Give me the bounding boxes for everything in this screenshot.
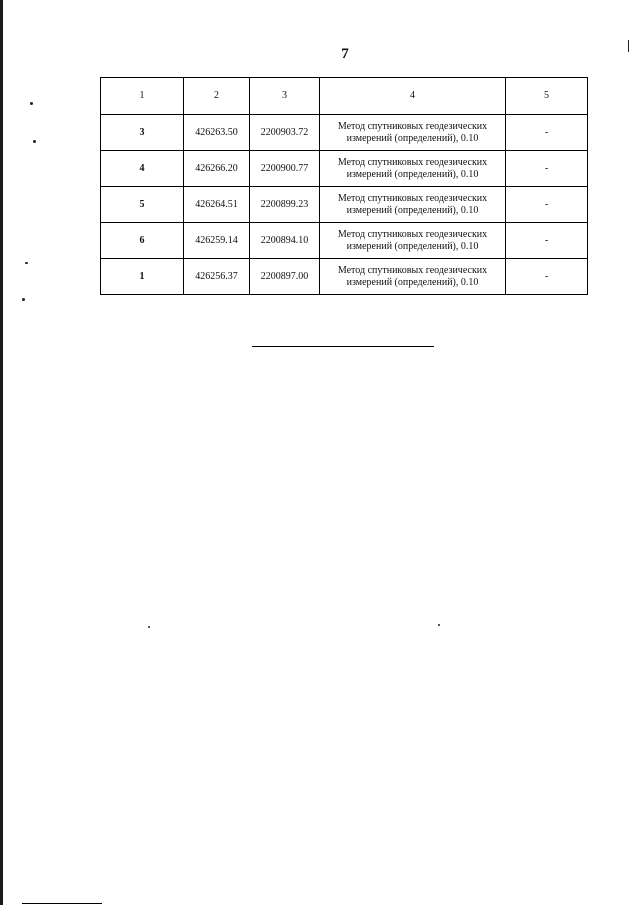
y-coordinate-cell: 2200899.23	[250, 187, 320, 223]
scan-speck	[22, 298, 25, 301]
note-cell: -	[506, 259, 588, 295]
point-number-cell: 1	[101, 259, 184, 295]
method-line: Метод спутниковых геодезических	[337, 264, 488, 276]
table-header-cell: 5	[506, 78, 588, 115]
footnote-rule	[22, 903, 102, 904]
table-row	[101, 187, 588, 223]
x-coordinate-cell: 426259.14	[184, 223, 250, 259]
method-line: Метод спутниковых геодезических	[337, 156, 488, 168]
method-line: измерений (определений), 0.10	[346, 240, 479, 252]
note-cell: -	[506, 115, 588, 151]
x-coordinate-cell: 426256.37	[184, 259, 250, 295]
method-line: измерений (определений), 0.10	[346, 132, 479, 144]
scan-speck	[33, 140, 36, 143]
x-coordinate-cell: 426263.50	[184, 115, 250, 151]
point-number-cell: 3	[101, 115, 184, 151]
note-cell: -	[506, 151, 588, 187]
method-line: измерений (определений), 0.10	[346, 168, 479, 180]
method-cell	[320, 223, 506, 259]
method-line: Метод спутниковых геодезических	[337, 192, 488, 204]
method-cell	[320, 187, 506, 223]
table-row	[101, 115, 588, 151]
table-row	[101, 259, 588, 295]
x-coordinate-cell: 426264.51	[184, 187, 250, 223]
method-cell	[320, 115, 506, 151]
x-coordinate-cell: 426266.20	[184, 151, 250, 187]
point-number-cell: 5	[101, 187, 184, 223]
method-line: измерений (определений), 0.10	[346, 276, 479, 288]
table-row	[101, 223, 588, 259]
scan-speck	[438, 624, 440, 626]
y-coordinate-cell: 2200894.10	[250, 223, 320, 259]
method-cell	[320, 151, 506, 187]
point-number-cell: 4	[101, 151, 184, 187]
scan-speck	[25, 262, 28, 264]
scan-speck	[148, 626, 150, 628]
note-cell: -	[506, 187, 588, 223]
method-line: измерений (определений), 0.10	[346, 204, 479, 216]
table-row	[101, 151, 588, 187]
y-coordinate-cell: 2200897.00	[250, 259, 320, 295]
table-header-cell: 2	[184, 78, 250, 115]
end-of-section-rule	[252, 346, 434, 347]
coordinates-table	[100, 77, 588, 295]
scan-speck	[30, 102, 33, 105]
note-cell: -	[506, 223, 588, 259]
table-header-cell: 3	[250, 78, 320, 115]
method-line: Метод спутниковых геодезических	[337, 228, 488, 240]
page-number: 7	[341, 46, 349, 62]
table-header-cell: 4	[320, 78, 506, 115]
scan-left-edge	[0, 0, 3, 905]
table-header-row	[101, 78, 588, 115]
scan-speck	[628, 40, 629, 52]
table-header-cell: 1	[101, 78, 184, 115]
y-coordinate-cell: 2200903.72	[250, 115, 320, 151]
y-coordinate-cell: 2200900.77	[250, 151, 320, 187]
method-cell	[320, 259, 506, 295]
method-line: Метод спутниковых геодезических	[337, 120, 488, 132]
point-number-cell: 6	[101, 223, 184, 259]
